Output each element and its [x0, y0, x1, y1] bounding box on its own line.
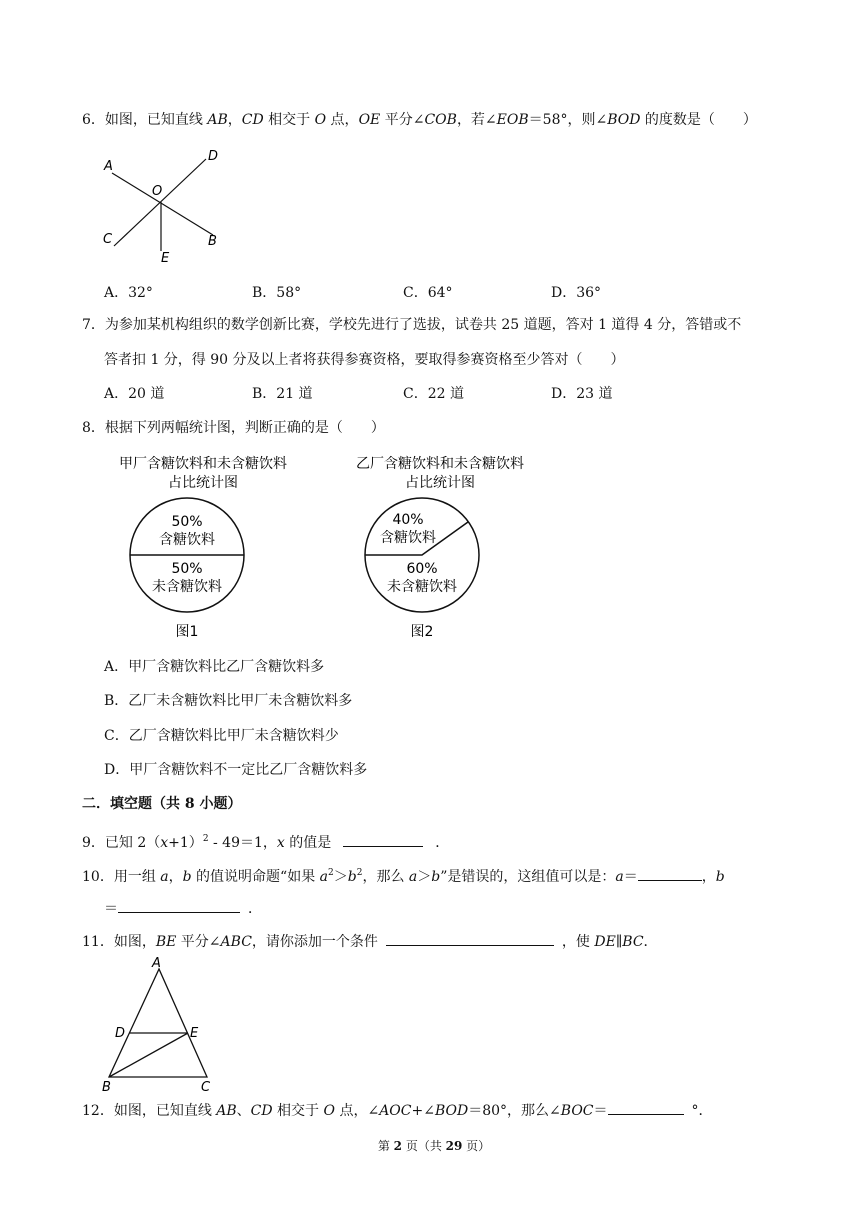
chart2-bottom-pct: 60%	[406, 561, 438, 577]
q6-stem: 6．如图，已知直线 AB，CD 相交于 O 点，OE 平分∠COB，若∠EOB＝58°，则∠BOD 的度数是（ ）	[82, 112, 757, 128]
q7-option-c[interactable]: C．22 道	[403, 386, 464, 402]
chart2-caption: 图2	[410, 624, 434, 640]
q10-answer-blank-b[interactable]	[118, 898, 240, 913]
section-title-fill-in: 二．填空题（共 8 小题）	[82, 796, 242, 812]
q11-answer-blank[interactable]	[386, 931, 554, 946]
q10-answer-blank-a[interactable]	[638, 866, 702, 881]
chart2-top-label: 含糖饮料	[380, 530, 436, 546]
total-page-number: 29	[445, 1139, 463, 1153]
q8-option-a[interactable]: A．甲厂含糖饮料比乙厂含糖饮料多	[104, 659, 325, 675]
q10-stem-line1: 10．用一组 a，b 的值说明命题“如果 $a^2>b^2$，那么 a＞b”是错误的，这组值可以是：a＝ ，b	[82, 868, 725, 885]
chart2-top-pct: 40%	[392, 512, 424, 528]
chart1-title-line2: 占比统计图	[168, 475, 238, 491]
q11-label-d: D	[115, 1026, 126, 1041]
q6-label-c: C	[103, 232, 113, 247]
q8-stem: 8．根据下列两幅统计图，判断正确的是（ ）	[82, 420, 385, 436]
chart2-title-line2: 占比统计图	[405, 475, 475, 491]
chart1-top-pct: 50%	[171, 514, 203, 530]
q10-stem-line2: ＝ ．	[104, 898, 262, 919]
q8-option-b[interactable]: B．乙厂未含糖饮料比甲厂未含糖饮料多	[104, 693, 353, 709]
q6-option-d[interactable]: D．36°	[551, 285, 602, 301]
q7-option-d[interactable]: D．23 道	[551, 386, 613, 402]
chart2-title-line1: 乙厂含糖饮料和未含糖饮料	[356, 456, 524, 472]
q12-stem: 12．如图，已知直线 AB、CD 相交于 O 点，∠AOC+∠BOD＝80°，那么∠BOC＝ °．	[82, 1100, 713, 1121]
q7-option-b[interactable]: B．21 道	[252, 386, 313, 402]
q6-option-c[interactable]: C．64°	[403, 285, 453, 301]
q9-answer-blank[interactable]	[343, 832, 423, 847]
q11-label-b: B	[102, 1080, 111, 1095]
q8-chart2	[330, 450, 550, 645]
q6-label-e: E	[161, 251, 170, 266]
q11-label-c: C	[201, 1080, 211, 1095]
page-footer: 第 2 页（共 29 页）	[377, 1139, 491, 1153]
current-page-number: 2	[393, 1139, 402, 1153]
chart1-bottom-pct: 50%	[171, 561, 203, 577]
q8-chart1	[98, 450, 308, 645]
q6-label-d: D	[208, 149, 219, 164]
q7-stem-line2: 答者扣 1 分，得 90 分及以上者将获得参赛资格，要取得参赛资格至少答对（ ）	[104, 352, 625, 368]
q6-label-a: A	[104, 159, 113, 174]
q7-option-a[interactable]: A．20 道	[104, 386, 165, 402]
q8-option-c[interactable]: C．乙厂含糖饮料比甲厂未含糖饮料少	[104, 728, 339, 744]
q8-option-d[interactable]: D．甲厂含糖饮料不一定比乙厂含糖饮料多	[104, 762, 368, 778]
q11-label-e: E	[190, 1026, 199, 1041]
q9-stem: 9．已知 $2(x+1)^2 - 49=1$，x 的值是 ．	[82, 834, 450, 851]
chart1-title-line1: 甲厂含糖饮料和未含糖饮料	[119, 456, 287, 472]
chart1-bottom-label: 未含糖饮料	[152, 579, 222, 595]
q11-figure	[98, 955, 223, 1095]
q6-label-b: B	[208, 234, 217, 249]
q6-figure	[98, 145, 228, 267]
q6-option-b[interactable]: B．58°	[252, 285, 302, 301]
q6-option-a[interactable]: A．32°	[104, 285, 153, 301]
q11-stem: 11．如图，BE 平分∠ABC，请你添加一个条件 ，使 DE∥BC．	[82, 931, 658, 952]
chart1-caption: 图1	[175, 624, 199, 640]
q6-label-o: O	[152, 184, 163, 199]
chart2-bottom-label: 未含糖饮料	[387, 579, 457, 595]
q12-answer-blank[interactable]	[608, 1100, 684, 1115]
chart1-top-label: 含糖饮料	[159, 532, 215, 548]
q11-label-a: A	[152, 956, 161, 971]
q7-stem-line1: 7．为参加某机构组织的数学创新比赛，学校先进行了选拔，试卷共 25 道题，答对 1 道得 4 分，答错或不	[82, 317, 742, 333]
